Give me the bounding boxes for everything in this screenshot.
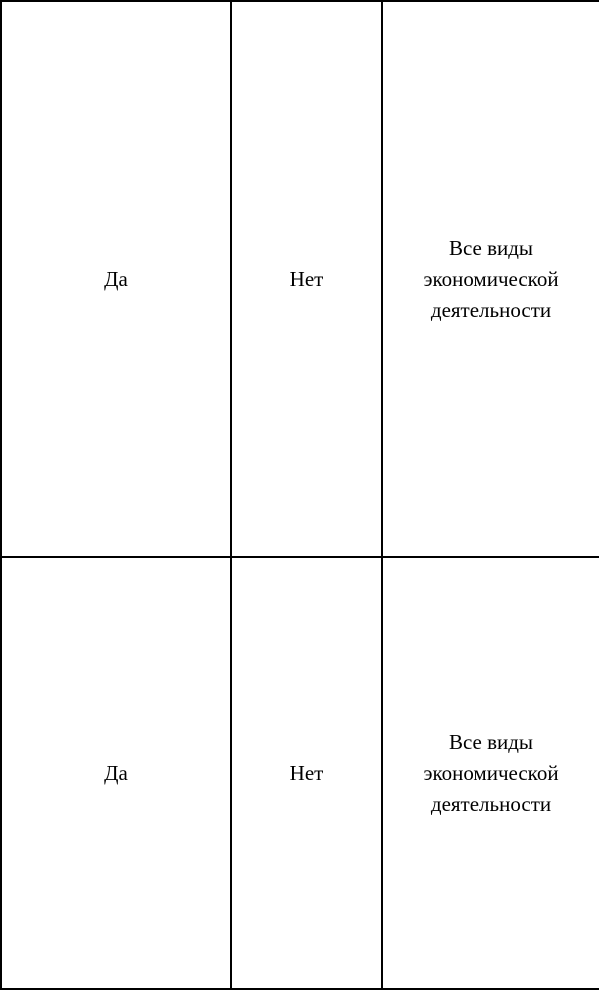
cell-text: Нет	[289, 266, 324, 291]
cell-text-line: экономической	[423, 760, 559, 785]
cell-text: Да	[104, 266, 128, 291]
table-cell-answer-no	[231, 557, 382, 989]
table-cell-activity-types	[382, 557, 599, 989]
cell-text-line: деятельности	[430, 297, 552, 322]
cell-text-line: Все виды	[448, 235, 534, 260]
cell-text-line: Все виды	[448, 729, 534, 754]
cell-text-line: деятельности	[430, 791, 552, 816]
table-cell-activity-types	[382, 1, 599, 557]
cell-text-line: экономической	[423, 266, 559, 291]
table-cell-answer-yes	[1, 557, 231, 989]
table-row	[1, 1, 599, 557]
cell-text-multiline	[423, 233, 558, 326]
cell-text: Да	[104, 760, 128, 785]
table-cell-answer-yes	[1, 1, 231, 557]
cell-text-multiline	[423, 727, 558, 820]
table-row	[1, 557, 599, 989]
table-cell-answer-no	[231, 1, 382, 557]
cell-text: Нет	[289, 760, 324, 785]
